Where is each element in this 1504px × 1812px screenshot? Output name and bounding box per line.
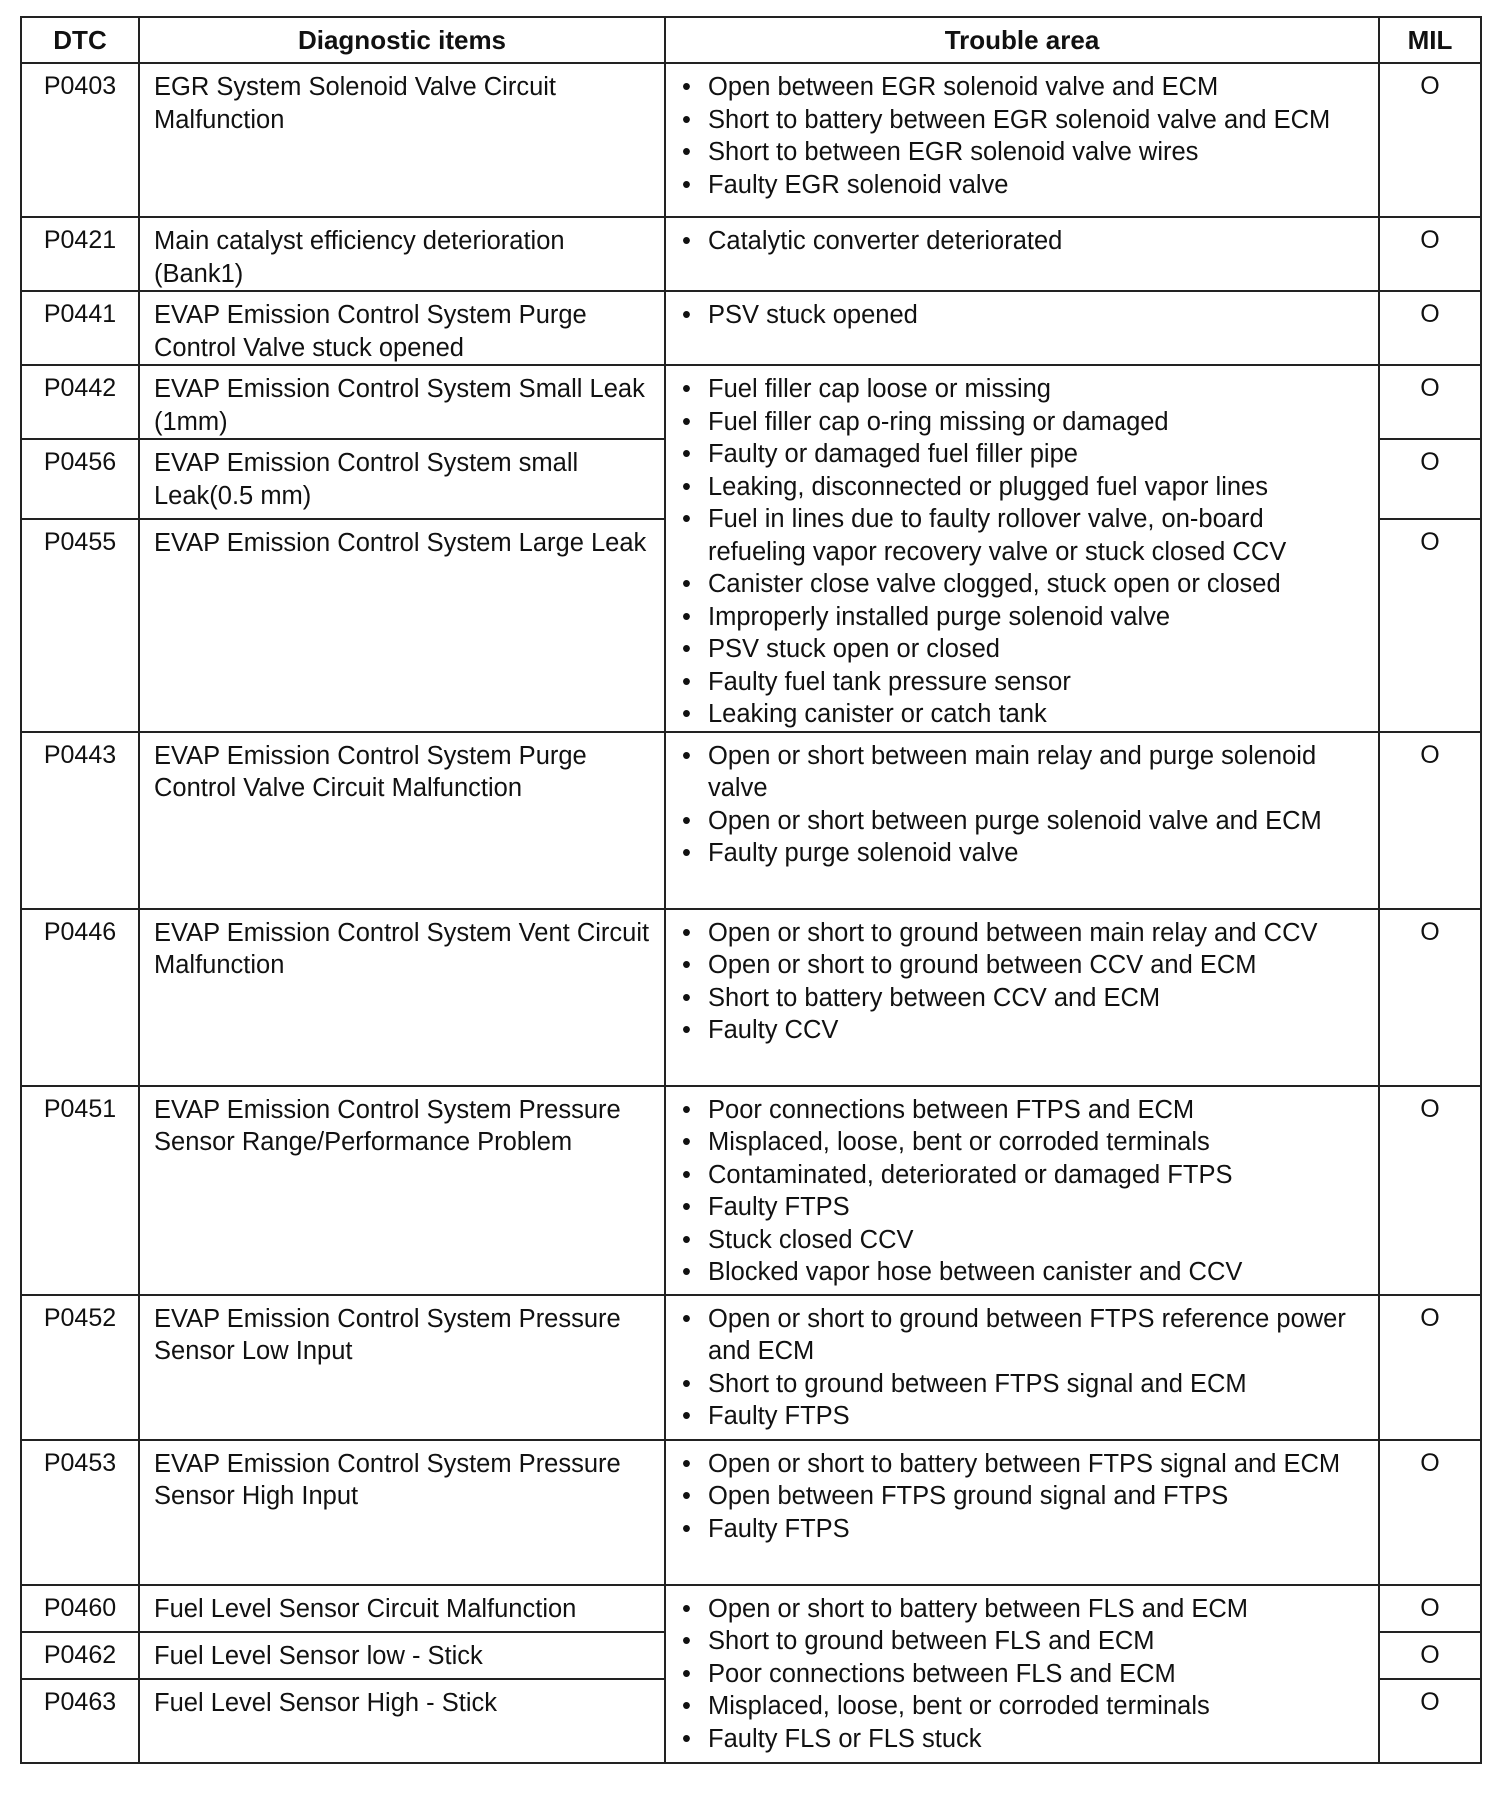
dtc-code: P0446 (21, 909, 139, 1086)
diagnostic-item: EVAP Emission Control System Pressure Sensor High Input (139, 1440, 665, 1585)
trouble-list (708, 740, 1368, 870)
diagnostic-item: Fuel Level Sensor low - Stick (139, 1632, 665, 1679)
trouble-item: • Misplaced, loose, bent or corroded terminals (708, 1690, 1368, 1723)
trouble-item: • Faulty or damaged fuel filler pipe (708, 438, 1368, 471)
trouble-item: • Faulty EGR solenoid valve (708, 169, 1368, 202)
table-row (21, 1086, 1481, 1295)
trouble-item: • Short to battery between EGR solenoid valve and ECM (708, 104, 1368, 137)
trouble-item: • Stuck closed CCV (708, 1224, 1368, 1257)
header-row (21, 17, 1481, 63)
mil-indicator: O (1379, 1632, 1481, 1679)
trouble-area (665, 1295, 1379, 1440)
mil-indicator: O (1379, 732, 1481, 909)
table-row (21, 1440, 1481, 1585)
dtc-code: P0442 (21, 365, 139, 439)
diagnostic-item: Fuel Level Sensor High - Stick (139, 1679, 665, 1763)
trouble-item: • Open or short to battery between FTPS signal and ECM (708, 1448, 1368, 1481)
trouble-list (708, 1593, 1368, 1756)
dtc-table (20, 16, 1482, 1764)
trouble-list (708, 225, 1368, 258)
trouble-area (665, 1585, 1379, 1763)
trouble-item: • Open between FTPS ground signal and FTPS (708, 1480, 1368, 1513)
diagnostic-item: Fuel Level Sensor Circuit Malfunction (139, 1585, 665, 1632)
trouble-area (665, 291, 1379, 365)
trouble-list (708, 299, 1368, 332)
dtc-code: P0403 (21, 63, 139, 217)
trouble-item: • Short to battery between CCV and ECM (708, 982, 1368, 1015)
trouble-item: • Faulty fuel tank pressure sensor (708, 666, 1368, 699)
trouble-item: • Improperly installed purge solenoid valve (708, 601, 1368, 634)
diagnostic-item: EVAP Emission Control System Small Leak (1mm) (139, 365, 665, 439)
dtc-code: P0456 (21, 439, 139, 518)
table-row (21, 1585, 1481, 1632)
trouble-item: • Open or short to ground between CCV and ECM (708, 949, 1368, 982)
trouble-item: • Open or short between main relay and purge solenoid valve (708, 740, 1368, 805)
mil-indicator: O (1379, 1679, 1481, 1763)
diagnostic-item: EVAP Emission Control System Pressure Sensor Range/Performance Problem (139, 1086, 665, 1295)
dtc-code: P0452 (21, 1295, 139, 1440)
trouble-item: • Contaminated, deteriorated or damaged FTPS (708, 1159, 1368, 1192)
trouble-area (665, 63, 1379, 217)
dtc-code: P0443 (21, 732, 139, 909)
mil-indicator: O (1379, 909, 1481, 1086)
header-trouble-area: Trouble area (665, 17, 1379, 63)
trouble-area (665, 1086, 1379, 1295)
trouble-item: • Misplaced, loose, bent or corroded terminals (708, 1126, 1368, 1159)
trouble-area (665, 732, 1379, 909)
trouble-item: • Open or short to battery between FLS and ECM (708, 1593, 1368, 1626)
diagnostic-item: EVAP Emission Control System Purge Control Valve Circuit Malfunction (139, 732, 665, 909)
diagnostic-item: EVAP Emission Control System Pressure Sensor Low Input (139, 1295, 665, 1440)
trouble-item: • Faulty purge solenoid valve (708, 837, 1368, 870)
trouble-item: • Open or short to ground between main relay and CCV (708, 917, 1368, 950)
trouble-item: • Faulty CCV (708, 1014, 1368, 1047)
diagnostic-item: Main catalyst efficiency deterioration (Bank1) (139, 217, 665, 291)
trouble-item: • PSV stuck open or closed (708, 633, 1368, 666)
trouble-list (708, 1094, 1368, 1289)
diagnostic-item: EGR System Solenoid Valve Circuit Malfunction (139, 63, 665, 217)
header-mil: MIL (1379, 17, 1481, 63)
trouble-area (665, 909, 1379, 1086)
table-row (21, 365, 1481, 439)
trouble-item: • Fuel in lines due to faulty rollover valve, on-board refueling vapor recovery valve or stuck closed CCV (708, 503, 1368, 568)
trouble-area (665, 217, 1379, 291)
header-dtc: DTC (21, 17, 139, 63)
trouble-item: • Short to ground between FLS and ECM (708, 1625, 1368, 1658)
trouble-list (708, 373, 1368, 731)
trouble-list (708, 1448, 1368, 1546)
trouble-item: • Open between EGR solenoid valve and ECM (708, 71, 1368, 104)
header-diagnostic-items: Diagnostic items (139, 17, 665, 63)
diagnostic-item: EVAP Emission Control System Large Leak (139, 519, 665, 732)
trouble-item: • Open or short to ground between FTPS reference power and ECM (708, 1303, 1368, 1368)
dtc-code: P0460 (21, 1585, 139, 1632)
table-row (21, 291, 1481, 365)
trouble-item: • Faulty FLS or FLS stuck (708, 1723, 1368, 1756)
dtc-code: P0455 (21, 519, 139, 732)
dtc-code: P0462 (21, 1632, 139, 1679)
table-row (21, 732, 1481, 909)
trouble-list (708, 1303, 1368, 1433)
mil-indicator: O (1379, 1295, 1481, 1440)
trouble-list (708, 917, 1368, 1047)
dtc-code: P0453 (21, 1440, 139, 1585)
trouble-item: • Short to between EGR solenoid valve wires (708, 136, 1368, 169)
trouble-item: • Faulty FTPS (708, 1513, 1368, 1546)
mil-indicator: O (1379, 439, 1481, 518)
mil-indicator: O (1379, 519, 1481, 732)
diagnostic-item: EVAP Emission Control System Purge Control Valve stuck opened (139, 291, 665, 365)
trouble-item: • Fuel filler cap loose or missing (708, 373, 1368, 406)
trouble-item: • Leaking canister or catch tank (708, 698, 1368, 731)
trouble-item: • Poor connections between FLS and ECM (708, 1658, 1368, 1691)
trouble-item: • Fuel filler cap o-ring missing or damaged (708, 406, 1368, 439)
trouble-area (665, 365, 1379, 732)
trouble-item: • Faulty FTPS (708, 1191, 1368, 1224)
mil-indicator: O (1379, 365, 1481, 439)
trouble-item: • Leaking, disconnected or plugged fuel vapor lines (708, 471, 1368, 504)
mil-indicator: O (1379, 63, 1481, 217)
table-row (21, 217, 1481, 291)
trouble-item: • Canister close valve clogged, stuck open or closed (708, 568, 1368, 601)
mil-indicator: O (1379, 217, 1481, 291)
table-row (21, 63, 1481, 217)
mil-indicator: O (1379, 1440, 1481, 1585)
diagnostic-item: EVAP Emission Control System Vent Circuit Malfunction (139, 909, 665, 1086)
trouble-area (665, 1440, 1379, 1585)
trouble-item: • Catalytic converter deteriorated (708, 225, 1368, 258)
trouble-list (708, 71, 1368, 201)
mil-indicator: O (1379, 1086, 1481, 1295)
trouble-item: • Blocked vapor hose between canister and CCV (708, 1256, 1368, 1289)
dtc-code: P0441 (21, 291, 139, 365)
dtc-code: P0451 (21, 1086, 139, 1295)
table-row (21, 1295, 1481, 1440)
mil-indicator: O (1379, 291, 1481, 365)
dtc-code: P0421 (21, 217, 139, 291)
mil-indicator: O (1379, 1585, 1481, 1632)
trouble-item: • Poor connections between FTPS and ECM (708, 1094, 1368, 1127)
trouble-item: • Short to ground between FTPS signal and ECM (708, 1368, 1368, 1401)
trouble-item: • Faulty FTPS (708, 1400, 1368, 1433)
trouble-item: • Open or short between purge solenoid valve and ECM (708, 805, 1368, 838)
trouble-item: • PSV stuck opened (708, 299, 1368, 332)
table-row (21, 909, 1481, 1086)
dtc-code: P0463 (21, 1679, 139, 1763)
diagnostic-item: EVAP Emission Control System small Leak(0.5 mm) (139, 439, 665, 518)
